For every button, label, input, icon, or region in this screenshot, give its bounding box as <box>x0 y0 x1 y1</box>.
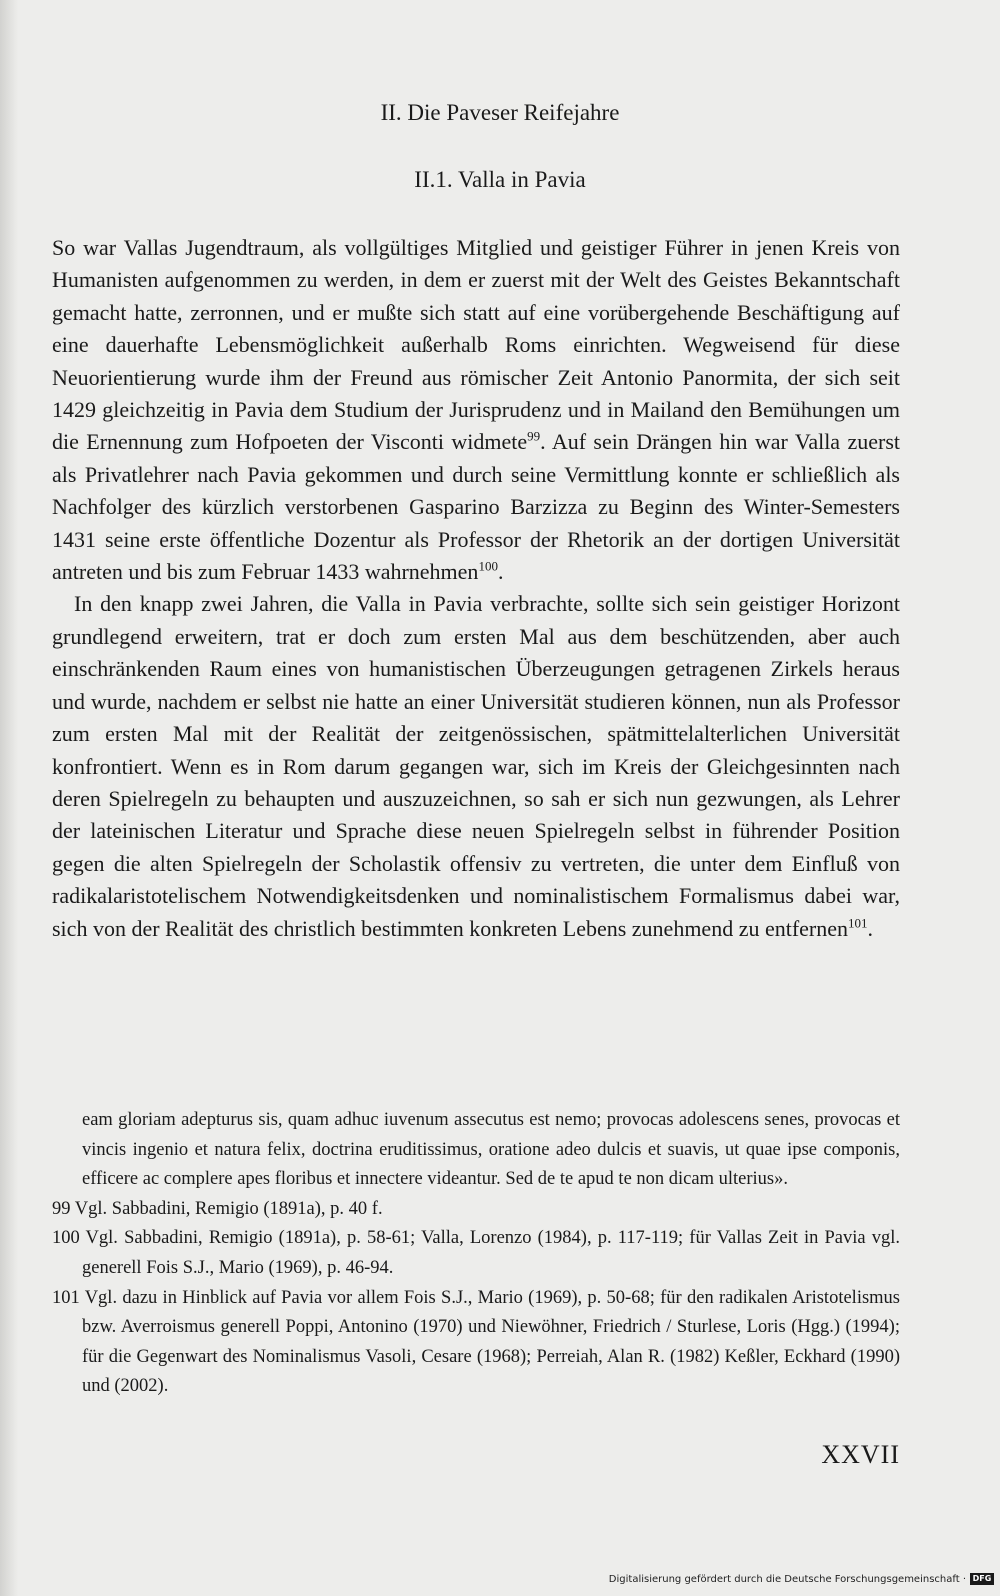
digitization-credit: Digitalisierung gefördert durch die Deutsche Forschungsgemeinschaft · <box>608 1574 966 1585</box>
footnote-99: 99 Vgl. Sabbadini, Remigio (1891a), p. 40 f. <box>52 1198 383 1219</box>
footnote-ref-101: 101 <box>848 915 868 931</box>
dfg-logo-icon: DFG <box>970 1573 994 1585</box>
paragraph-1-text-a: So war Vallas Jugendtraum, als vollgültiges Mitglied und geistiger Führer in jenen Kreis von Humanisten aufgenommen zu werden, in dem er zuerst mit der Welt des Geistes Bekanntschaft gemacht hatte, zerronnen, und er mußte sich statt auf eine vorübergehende Beschäftigung auf eine dauerhafte Lebensmöglichkeit außerhalb Roms einrichten. Wegweisend für diese Neuorientierung wurde ihm der Freund aus römischer Zeit Antonio Panormita, der sich seit 1429 gleichzeitig in Pavia dem Studium der Jurisprudenz und in Mailand den Bemühungen um die Ernennung zum Hofpoeten der Visconti widmete <box>52 235 900 455</box>
paragraph-1 <box>52 232 900 588</box>
footnote-101: 101 Vgl. dazu in Hinblick auf Pavia vor allem Fois S.J., Mario (1969), p. 50-68; für den radikalen Aristotelismus bzw. Averroismus generell Poppi, Antonino (1970) und Niewöhner, Friedrich / Sturlese, Loris (Hgg.) (1994); für die Gegenwart des Nominalismus Vasoli, Cesare (1968); Perreiah, Alan R. (1982) Keßler, Eckhard (1990) und (2002). <box>52 1287 900 1397</box>
section-title: II.1. Valla in Pavia <box>414 167 586 192</box>
paragraph-2-text-a: In den knapp zwei Jahren, die Valla in Pavia verbrachte, sollte sich sein geistiger Horizont grundlegend erweitern, trat er doch zum ersten Mal aus dem beschützenden, aber auch einschränkenden Raum eines von humanistischen Überzeugungen getragenen Zirkels heraus und wurde, nachdem er selbst nie hatte an einer Universität studieren können, nun als Professor zum ersten Mal mit der Realität der zeitgenössischen, spätmittelalterlichen Universität konfrontiert. Wenn es in Rom darum gegangen war, sich im Kreis der Gleichgesinnten nach deren Spielregeln zu behaupten und auszuzeichnen, so sah er sich nun gezwungen, als Lehrer der lateinischen Literatur und Sprache diese neuen Spielregeln selbst in führender Position gegen die alten Spielregeln der Scholastik offensiv zu vertreten, die unter dem Einfluß von radikalaristotelischem Notwendigkeitsdenken und nominalistischem Formalismus dabei war, sich von der Realität des christlich bestimmten konkreten Lebens zunehmend zu entfernen <box>52 591 900 941</box>
chapter-title: II. Die Paveser Reifejahre <box>380 100 620 125</box>
footnote-ref-99: 99 <box>527 429 541 445</box>
page-number: XXVII <box>821 1440 900 1469</box>
gutter-shadow <box>0 0 18 1596</box>
footnote-100: 100 Vgl. Sabbadini, Remigio (1891a), p. 58-61; Valla, Lorenzo (1984), p. 117-119; für Vallas Zeit in Pavia vgl. generell Fois S.J., Mario (1969), p. 46-94. <box>52 1228 900 1278</box>
footnote-ref-100: 100 <box>478 558 498 574</box>
paragraph-2 <box>52 588 900 944</box>
paragraph-2-text-b: . <box>867 915 874 941</box>
paragraph-1-text-c: . <box>497 559 504 585</box>
paragraph-1-text-b: . Auf sein Drängen hin war Valla zuerst als Privatlehrer nach Pavia gekommen und durch seine Vermittlung konnte er schließlich als Nachfolger des kürzlich verstorbenen Gasparino Barzizza zu Beginn des Winter-Semesters 1431 seine erste öffentliche Dozentur als Professor der Rhetorik an der dortigen Universität antreten und bis zum Februar 1433 wahrnehmen <box>52 429 900 585</box>
footnote-continuation: eam gloriam adepturus sis, quam adhuc iuvenum assecutus est nemo; provocas adolescens senes, provocas et vincis ingenio et natura felix, doctrina eruditissimus, oratione adeo dulcis et suavis, ut quae ipse componis, efficere ac complere apes floribus et innectere videantur. Sed de te apud te non dicam ulterius». <box>82 1110 900 1190</box>
main-text <box>52 232 900 945</box>
footnotes <box>52 1106 900 1402</box>
